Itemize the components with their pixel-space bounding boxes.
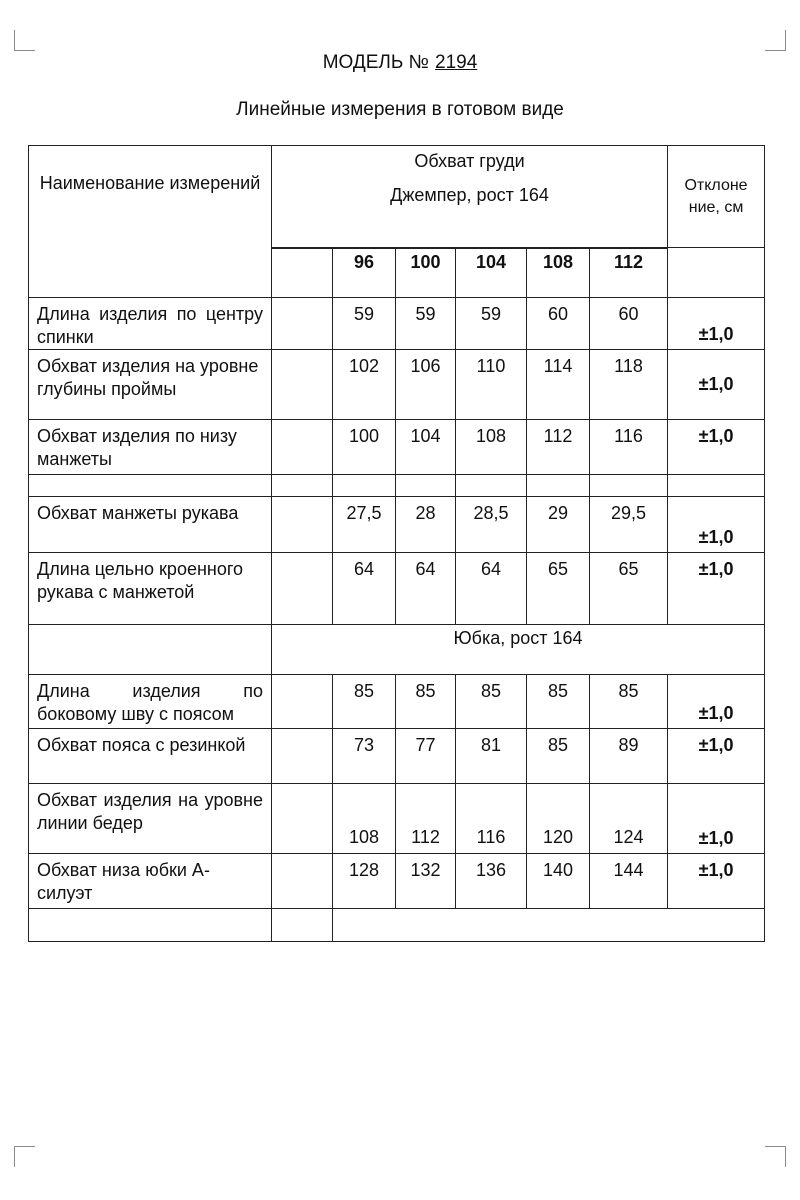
value-cell: 81 bbox=[456, 729, 527, 784]
value-cell: 120 bbox=[527, 784, 590, 854]
value-cell: 108 bbox=[456, 420, 527, 475]
table-row bbox=[29, 420, 765, 475]
blank-cell bbox=[668, 475, 765, 497]
value-cell: 85 bbox=[456, 675, 527, 729]
value-cell: 77 bbox=[396, 729, 456, 784]
skirt-header: Юбка, рост 164 bbox=[272, 625, 765, 675]
value-cell: 136 bbox=[456, 854, 527, 909]
deviation-cell: ±1,0 bbox=[668, 784, 765, 854]
value-cell: 60 bbox=[527, 298, 590, 350]
value-cell: 102 bbox=[333, 350, 396, 420]
value-cell: 114 bbox=[527, 350, 590, 420]
size-header-cell: 108 bbox=[527, 248, 590, 298]
blank-cell bbox=[333, 909, 765, 942]
deviation-cell: ±1,0 bbox=[668, 420, 765, 475]
value-cell: 27,5 bbox=[333, 497, 396, 553]
measurement-name: Обхват манжеты рукава bbox=[29, 497, 272, 553]
table-row bbox=[29, 729, 765, 784]
value-cell: 124 bbox=[590, 784, 668, 854]
value-cell: 59 bbox=[333, 298, 396, 350]
value-cell: 65 bbox=[590, 553, 668, 625]
deviation-cell: ±1,0 bbox=[668, 854, 765, 909]
value-cell: 85 bbox=[590, 675, 668, 729]
blank-cell bbox=[272, 909, 333, 942]
table-row bbox=[29, 553, 765, 625]
header-jumper-height: Джемпер, рост 164 bbox=[390, 185, 549, 205]
blank-cell bbox=[272, 784, 333, 854]
measurement-name: Обхват изделия на уровне глубины проймы bbox=[29, 350, 272, 420]
value-cell: 116 bbox=[456, 784, 527, 854]
page-subtitle: Линейные измерения в готовом виде bbox=[236, 99, 564, 120]
value-cell: 59 bbox=[456, 298, 527, 350]
value-cell: 116 bbox=[590, 420, 668, 475]
value-cell: 60 bbox=[590, 298, 668, 350]
blank-cell bbox=[527, 475, 590, 497]
header-group bbox=[272, 146, 668, 248]
value-cell: 132 bbox=[396, 854, 456, 909]
blank-cell bbox=[333, 475, 396, 497]
crop-mark-top-left bbox=[14, 30, 35, 51]
value-cell: 112 bbox=[527, 420, 590, 475]
value-cell: 59 bbox=[396, 298, 456, 350]
value-cell: 64 bbox=[456, 553, 527, 625]
value-cell: 64 bbox=[333, 553, 396, 625]
table-row bbox=[29, 854, 765, 909]
value-cell: 73 bbox=[333, 729, 396, 784]
blank-cell bbox=[272, 420, 333, 475]
deviation-cell: ±1,0 bbox=[668, 553, 765, 625]
measurement-name: Длина изделия по центру спинки bbox=[29, 298, 272, 350]
measurements-table-wrapper bbox=[28, 145, 765, 942]
header-measurement-name: Наименование измерений bbox=[29, 146, 272, 298]
blank-cell bbox=[272, 497, 333, 553]
blank-cell bbox=[396, 475, 456, 497]
blank-cell bbox=[272, 675, 333, 729]
measurements-table bbox=[28, 145, 765, 942]
measurement-name: Длина цельно кроенного рукава с манжетой bbox=[29, 553, 272, 625]
blank-cell bbox=[456, 475, 527, 497]
value-cell: 104 bbox=[396, 420, 456, 475]
value-cell: 85 bbox=[333, 675, 396, 729]
blank-cell bbox=[272, 729, 333, 784]
table-row bbox=[29, 784, 765, 854]
value-cell: 108 bbox=[333, 784, 396, 854]
value-cell: 110 bbox=[456, 350, 527, 420]
deviation-cell: ±1,0 bbox=[668, 729, 765, 784]
blank-cell bbox=[272, 854, 333, 909]
blank-cell bbox=[590, 475, 668, 497]
deviation-cell: ±1,0 bbox=[668, 298, 765, 350]
size-header-cell: 104 bbox=[456, 248, 527, 298]
table-row bbox=[29, 350, 765, 420]
value-cell: 85 bbox=[527, 729, 590, 784]
value-cell: 29,5 bbox=[590, 497, 668, 553]
blank-cell bbox=[272, 298, 333, 350]
deviation-cell: ±1,0 bbox=[668, 675, 765, 729]
measurement-name: Обхват пояса с резинкой bbox=[29, 729, 272, 784]
value-cell: 118 bbox=[590, 350, 668, 420]
crop-mark-bottom-right bbox=[765, 1146, 786, 1167]
value-cell: 85 bbox=[396, 675, 456, 729]
model-label: МОДЕЛЬ № bbox=[322, 52, 430, 73]
crop-mark-top-right bbox=[765, 30, 786, 51]
empty-row bbox=[29, 909, 765, 942]
value-cell: 29 bbox=[527, 497, 590, 553]
crop-mark-bottom-left bbox=[14, 1146, 35, 1167]
measurement-name: Обхват низа юбки А-силуэт bbox=[29, 854, 272, 909]
header-blank-cell bbox=[668, 248, 765, 298]
value-cell: 28,5 bbox=[456, 497, 527, 553]
blank-cell bbox=[272, 553, 333, 625]
value-cell: 112 bbox=[396, 784, 456, 854]
value-cell: 85 bbox=[527, 675, 590, 729]
value-cell: 106 bbox=[396, 350, 456, 420]
blank-cell bbox=[272, 475, 333, 497]
blank-cell bbox=[29, 475, 272, 497]
value-cell: 128 bbox=[333, 854, 396, 909]
table-row bbox=[29, 298, 765, 350]
measurement-name: Обхват изделия на уровне линии бедер bbox=[29, 784, 272, 854]
model-title bbox=[0, 52, 800, 74]
value-cell: 64 bbox=[396, 553, 456, 625]
blank-cell bbox=[29, 625, 272, 675]
blank-cell bbox=[272, 350, 333, 420]
table-row bbox=[29, 497, 765, 553]
value-cell: 65 bbox=[527, 553, 590, 625]
deviation-cell: ±1,0 bbox=[668, 497, 765, 553]
header-deviation: Отклоне ние, см bbox=[668, 146, 765, 248]
value-cell: 89 bbox=[590, 729, 668, 784]
value-cell: 100 bbox=[333, 420, 396, 475]
deviation-cell: ±1,0 bbox=[668, 350, 765, 420]
model-number: 2194 bbox=[435, 52, 478, 73]
size-header-cell: 112 bbox=[590, 248, 668, 298]
size-header-cell: 100 bbox=[396, 248, 456, 298]
header-chest-girth: Обхват груди bbox=[414, 151, 525, 171]
skirt-header-row bbox=[29, 625, 765, 675]
value-cell: 140 bbox=[527, 854, 590, 909]
measurement-name: Обхват изделия по низу манжеты bbox=[29, 420, 272, 475]
blank-cell bbox=[29, 909, 272, 942]
value-cell: 144 bbox=[590, 854, 668, 909]
header-blank-cell bbox=[272, 248, 333, 298]
empty-row bbox=[29, 475, 765, 497]
table-row bbox=[29, 675, 765, 729]
value-cell: 28 bbox=[396, 497, 456, 553]
size-header-cell: 96 bbox=[333, 248, 396, 298]
measurement-name: Длина изделия по боковому шву с поясом bbox=[29, 675, 272, 729]
